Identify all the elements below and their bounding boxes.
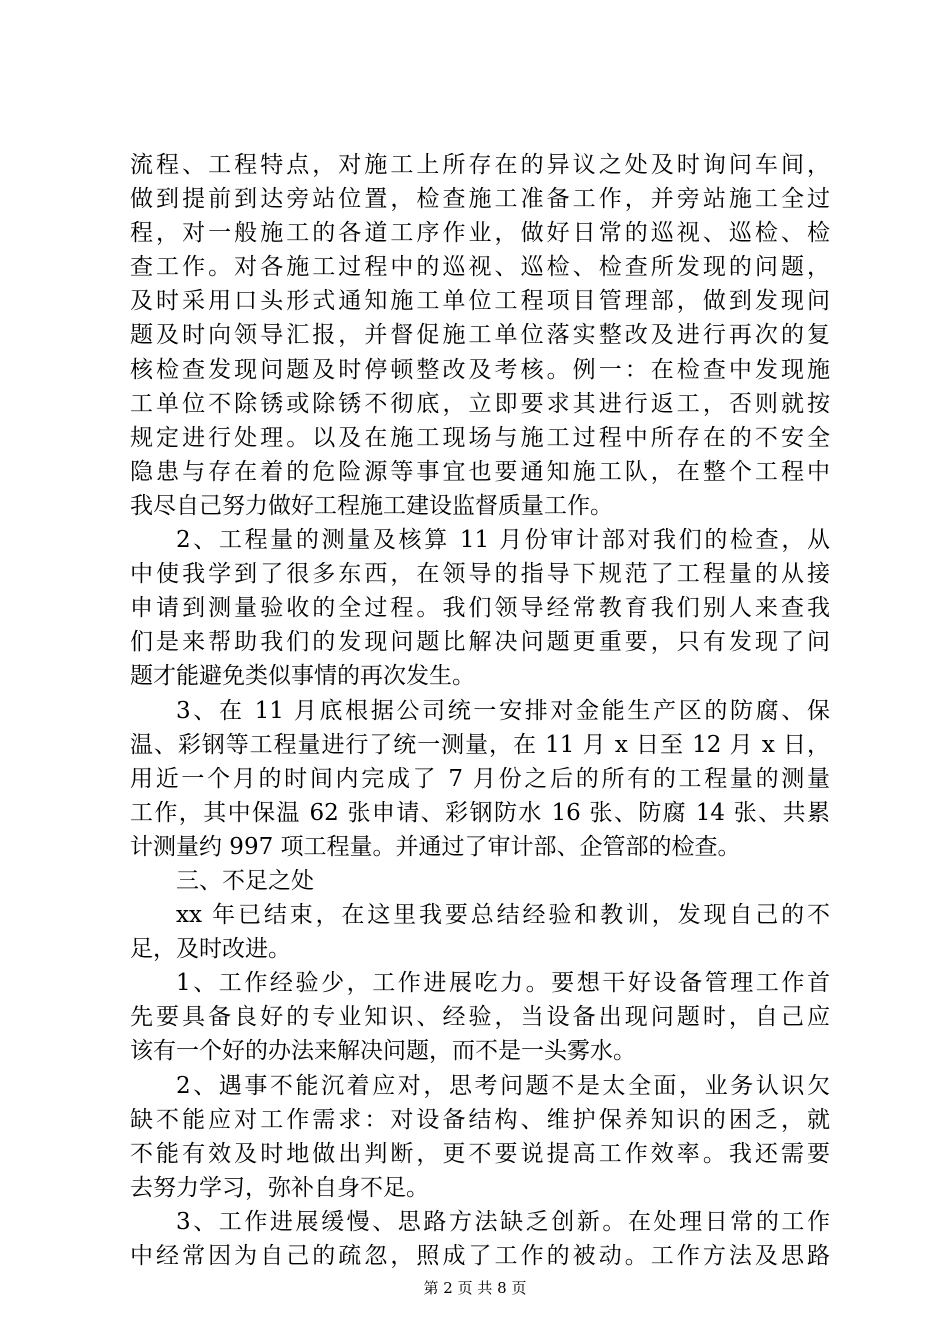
text-line: 中使我学到了很多东西，在领导的指导下规范了工程量的从接 <box>130 561 830 588</box>
text-line: 足，及时改进。 <box>130 936 291 963</box>
text-line: 三、不足之处 <box>176 867 314 894</box>
text-line: 3、在 11 月底根据公司统一安排对金能生产区的防腐、保 <box>176 697 830 724</box>
text-line: 我尽自己努力做好工程施工建设监督质量工作。 <box>130 492 613 519</box>
text-line: 先要具备良好的专业知识、经验，当设备出现问题时，自己应 <box>130 1004 830 1031</box>
text-line: 工作，其中保温 62 张申请、彩钢防水 16 张、防腐 14 张、共累 <box>130 799 830 826</box>
text-line: 2、工程量的测量及核算 11 月份审计部对我们的检查，从 <box>176 527 830 554</box>
text-line: 申请到测量验收的全过程。我们领导经常教育我们别人来查我 <box>130 595 830 622</box>
text-line: 2、遇事不能沉着应对，思考问题不是太全面，业务认识欠 <box>176 1072 830 1099</box>
text-line: 该有一个好的办法来解决问题，而不是一头雾水。 <box>130 1038 636 1065</box>
text-line: 缺不能应对工作需求：对设备结构、维护保养知识的困乏，就 <box>130 1106 830 1133</box>
text-line: 题才能避免类似事情的再次发生。 <box>130 663 475 690</box>
text-line: 流程、工程特点，对施工上所存在的异议之处及时询问车间， <box>130 152 830 178</box>
text-line: 做到提前到达旁站位置，检查施工准备工作，并旁站施工全过 <box>130 186 830 213</box>
text-line: 1、工作经验少，工作进展吃力。要想干好设备管理工作首 <box>176 970 830 997</box>
text-line: 及时采用口头形式通知施工单位工程项目管理部，做到发现问 <box>130 288 830 315</box>
text-line: xx 年已结束，在这里我要总结经验和教训，发现自己的不 <box>176 902 830 929</box>
text-line: 核检查发现问题及时停顿整改及考核。例一：在检查中发现施 <box>130 356 830 383</box>
text-line: 规定进行处理。以及在施工现场与施工过程中所存在的不安全 <box>130 424 830 451</box>
text-line: 们是来帮助我们的发现问题比解决问题更重要，只有发现了问 <box>130 629 830 656</box>
document-body <box>130 148 830 1273</box>
text-line: 计测量约 997 项工程量。并通过了审计部、企管部的检查。 <box>130 833 741 860</box>
text-line: 查工作。对各施工过程中的巡视、巡检、检查所发现的问题， <box>130 254 830 281</box>
text-line: 工单位不除锈或除锈不彻底，立即要求其进行返工，否则就按 <box>130 390 830 417</box>
text-line: 题及时向领导汇报，并督促施工单位落实整改及进行再次的复 <box>130 322 830 349</box>
text-line: 程，对一般施工的各道工序作业，做好日常的巡视、巡检、检 <box>130 220 830 247</box>
text-line: 去努力学习，弥补自身不足。 <box>130 1174 429 1201</box>
page-footer: 第 2 页 共 8 页 <box>423 1279 527 1297</box>
text-line: 不能有效及时地做出判断，更不要说提高工作效率。我还需要 <box>130 1140 830 1167</box>
text-line: 3、工作进展缓慢、思路方法缺乏创新。在处理日常的工作 <box>176 1208 830 1235</box>
text-line: 温、彩钢等工程量进行了统一测量，在 11 月 x 日至 12 月 x 日， <box>130 731 830 758</box>
text-line: 用近一个月的时间内完成了 7 月份之后的所有的工程量的测量 <box>130 765 830 792</box>
text-line: 隐患与存在着的危险源等事宜也要通知施工队，在整个工程中 <box>130 458 830 485</box>
text-line: 中经常因为自己的疏忽，照成了工作的被动。工作方法及思路 <box>130 1243 830 1269</box>
